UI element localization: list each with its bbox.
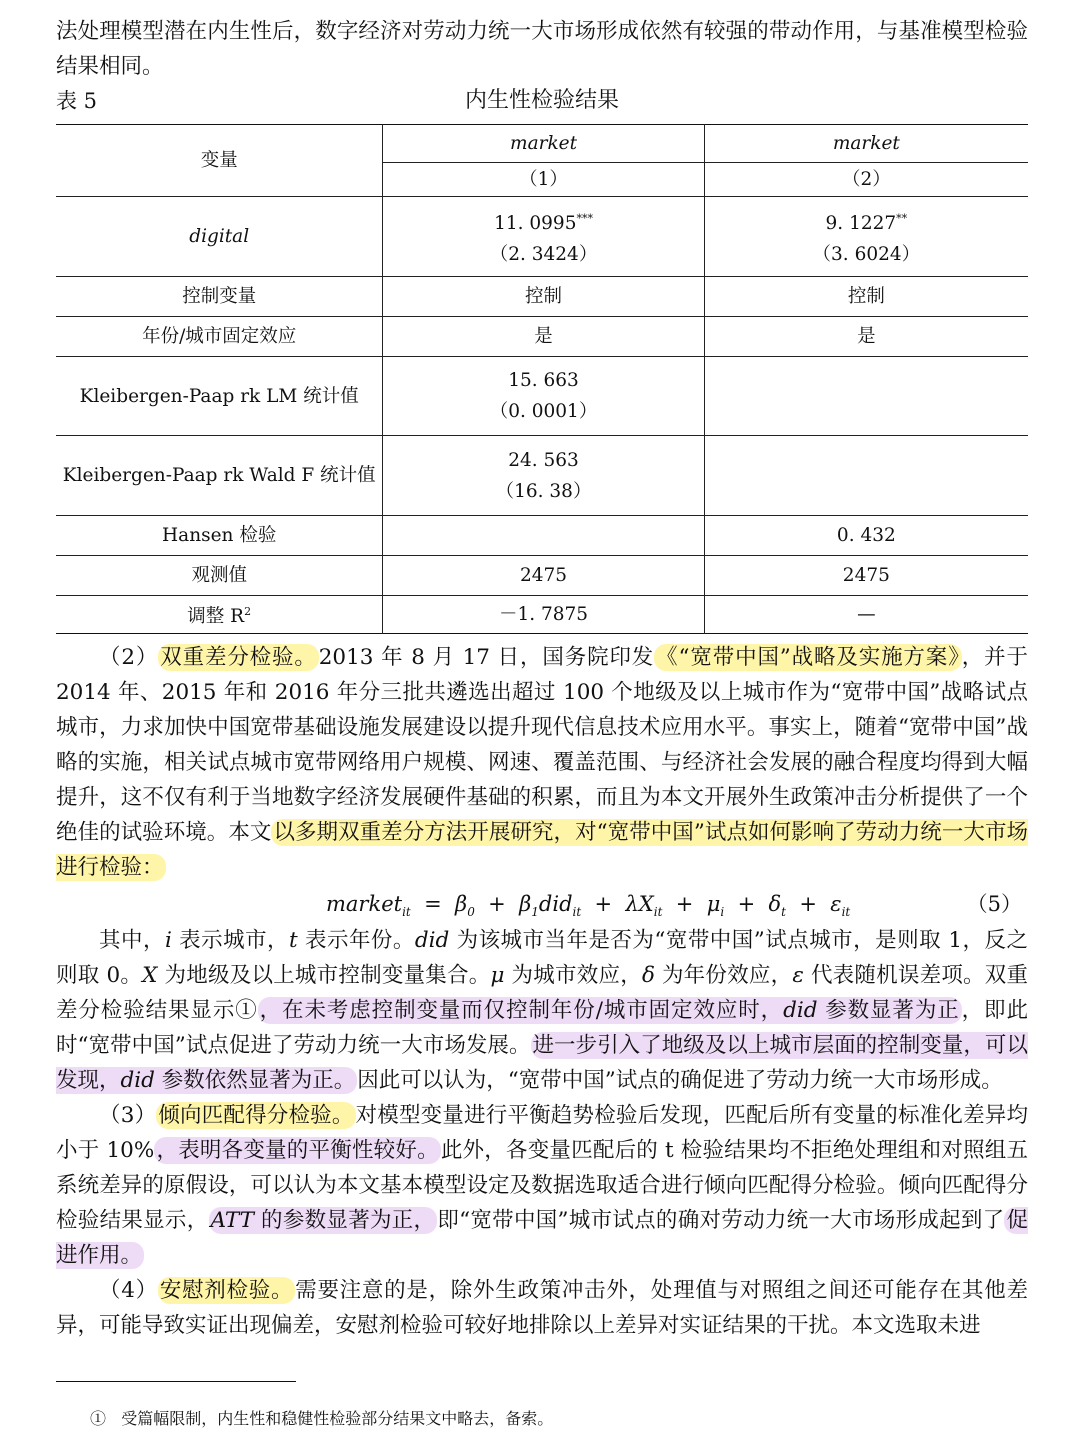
cell-value: 2475 xyxy=(704,556,1028,596)
row-label: Kleibergen-Paap rk Wald F 统计值 xyxy=(56,436,383,516)
text-segment: 表示年份。 xyxy=(297,928,415,953)
cell-value: 控制 xyxy=(383,277,704,317)
cell-value xyxy=(383,436,704,516)
cell-value: 2475 xyxy=(383,556,704,596)
row-label: Hansen 检验 xyxy=(56,516,383,556)
cell-value xyxy=(383,357,704,436)
att-highlight xyxy=(209,1207,438,1234)
table-row xyxy=(56,317,1028,357)
equation-5 xyxy=(56,885,1028,923)
coef-value: 9. 1227 xyxy=(825,213,897,235)
table-row xyxy=(56,516,1028,556)
section2-num: （2） xyxy=(99,645,159,670)
table-row xyxy=(56,556,1028,596)
text-segment: 为该城市当年是否为“宽带中国”试点城市，是则取 1，反之则取 0。 xyxy=(56,928,1028,988)
stat-value: 15. 663 xyxy=(508,370,579,391)
cell-value: 是 xyxy=(704,317,1028,357)
text-segment: 代表随机误差项。双重差分检验结果显示 xyxy=(56,963,1029,1023)
math-var: ε xyxy=(792,963,804,988)
math-var: δ xyxy=(641,963,655,988)
endogeneity-results-table xyxy=(56,124,1028,634)
variables-paragraph xyxy=(56,923,1028,1098)
method-highlight: 以多期双重差分方法开展研究，对“宽带中国”试点如何影响了劳动力统一大市场进行检验： xyxy=(56,820,1028,880)
r-squared-label: 调整 R xyxy=(187,606,245,628)
section3-num: （3） xyxy=(99,1103,157,1128)
table-header-row xyxy=(56,125,1028,163)
math-var: X xyxy=(142,963,158,988)
text-segment: 需要注意的是，除外生政策冲击外，处理值与对照组之间还可能存在其他差异，可能导致实证出现偏差，安慰剂检验可较好地排除以上差异对实证结果的干扰。本文选取未进 xyxy=(56,1278,1028,1338)
header-variable: 变量 xyxy=(56,125,383,197)
footnote-divider xyxy=(56,1381,296,1382)
equation-number: （5） xyxy=(966,892,1022,916)
text-segment: 因此可以认为，“宽带中国”试点的确促进了劳动力统一大市场形成。 xyxy=(357,1068,1003,1093)
math-var: t xyxy=(289,928,298,953)
text-segment: ，在未考虑控制变量而仅控制年份/城市固定效应时， xyxy=(259,998,784,1023)
row-label: 年份/城市固定效应 xyxy=(56,317,383,357)
footnote-marker[interactable]: ① xyxy=(235,998,258,1023)
intro-paragraph: 法处理模型潜在内生性后，数字经济对劳动力统一大市场形成依然有较强的带动作用，与基准模型检验结果相同。 xyxy=(56,19,1028,79)
significance-stars: *** xyxy=(576,211,593,225)
text-segment: 为地级及以上城市控制变量集合。 xyxy=(157,963,491,988)
row-label xyxy=(56,596,383,634)
text-segment: 参数显著为正 xyxy=(817,998,960,1023)
row-label: 控制变量 xyxy=(56,277,383,317)
text-segment: 的参数显著为正， xyxy=(253,1208,436,1233)
equation-body: market$_{it}$ = $\beta_0 + \beta_1did_{it} + \lambda X_{it} + \mu_i + \delta_t + \varepsilon_{it}$ xyxy=(326,892,851,920)
p-value: （0. 0001） xyxy=(489,401,598,422)
std-error: （3. 6024） xyxy=(812,244,921,266)
critical-value: （16. 38） xyxy=(495,480,592,502)
row-label: 观测值 xyxy=(56,556,383,596)
header-col1-name: market xyxy=(383,125,704,163)
cell-value xyxy=(704,436,1028,516)
paper-page xyxy=(56,14,1028,1432)
cell-value: 是 xyxy=(383,317,704,357)
section2-paragraph xyxy=(56,640,1028,885)
header-col2-name: market xyxy=(704,125,1028,163)
section2-text: 2013 年 8 月 17 日，国务院印发 xyxy=(318,645,655,670)
std-error: （2. 3424） xyxy=(489,244,598,266)
math-var: did xyxy=(120,1068,155,1093)
cell-value: －1. 7875 xyxy=(383,596,704,634)
table-label: 表 5 xyxy=(56,89,98,113)
balance-highlight: ，表明各变量的平衡性较好。 xyxy=(156,1138,439,1163)
row-label: digital xyxy=(56,197,383,277)
coef-value: 11. 0995 xyxy=(494,213,577,235)
table-row xyxy=(56,436,1028,516)
math-var: did xyxy=(414,928,450,953)
text-segment: 进一步引入了地级及以上城市层面的控制变量，可以发现， xyxy=(56,1033,1028,1093)
section4-heading: 安慰剂检验。 xyxy=(159,1278,294,1303)
text-segment: 为城市效应， xyxy=(504,963,642,988)
header-col1-num: （1） xyxy=(383,163,704,197)
section2-text: ，并于 2014 年、2015 年和 2016 年分三批共遴选出超过 100 个地级及以上城市作为“宽带中国”战略试点城市，力求加快中国宽带基础设施发展建设以提升现代信息技术应用水平。事实上，随着“宽带中国”战略的实施，相关试点城市宽带网络用户规模、网速、覆盖范围、与经济社会发展的融合程度均得到大幅提升，这不仅有利于当地数字经济发展硬件基础的积累，而且为本文开展外生政策冲击分析提供了一个绝佳的试验环境。本文 xyxy=(56,645,1028,845)
footnote-marker: ① xyxy=(90,1409,107,1428)
section4-num: （4） xyxy=(99,1278,158,1303)
cell-value: 控制 xyxy=(704,277,1028,317)
cell-value: 0. 432 xyxy=(704,516,1028,556)
r-squared-exponent: 2 xyxy=(244,605,252,619)
section3-paragraph xyxy=(56,1098,1028,1273)
section4-paragraph xyxy=(56,1273,1028,1343)
math-var: μ xyxy=(490,963,505,988)
significance-stars: ** xyxy=(896,211,908,225)
table-caption xyxy=(56,84,1028,118)
text-segment: ，即此时“宽带中国”试点促进了劳动力统一大市场发展。 xyxy=(56,998,1028,1058)
effect-highlight: 促进作用。 xyxy=(56,1208,1028,1268)
cell-value xyxy=(704,197,1028,277)
cell-value xyxy=(383,197,704,277)
table-row xyxy=(56,197,1028,277)
section3-heading: 倾向匹配得分检验。 xyxy=(158,1103,354,1128)
stat-value: 24. 563 xyxy=(508,449,579,471)
text-segment: 为年份效应， xyxy=(654,963,793,988)
text-segment: 表示城市， xyxy=(171,928,290,953)
table-title: 内生性检验结果 xyxy=(464,88,619,113)
cell-value: — xyxy=(704,596,1028,634)
table-row xyxy=(56,596,1028,634)
footnote xyxy=(90,1406,1028,1432)
math-var: ATT xyxy=(210,1208,254,1233)
row-label: Kleibergen-Paap rk LM 统计值 xyxy=(56,357,383,436)
text-segment: 对模型变量进行平衡趋势检验后发现，匹配后所有变量的标准化差异均小于 10% xyxy=(56,1103,1028,1163)
cell-value xyxy=(383,516,704,556)
text-segment: 参数依然显著为正。 xyxy=(154,1068,356,1093)
header-col2-num: （2） xyxy=(704,163,1028,197)
policy-document-title: 《“宽带中国”战略及实施方案》 xyxy=(656,645,960,670)
text-segment: 此外，各变量匹配后的 t 检验结果均不拒绝处理组和对照组五系统差异的原假设，可以认为本文基本模型设定及数据选取适合进行倾向匹配得分检验。倾向匹配得分检验结果显示， xyxy=(56,1138,1028,1233)
table-row xyxy=(56,277,1028,317)
text-segment: 其中， xyxy=(99,928,165,953)
table-row xyxy=(56,357,1028,436)
math-var: did xyxy=(783,998,818,1023)
section2-heading: 双重差分检验。 xyxy=(160,645,317,670)
math-var: i xyxy=(164,928,172,953)
cell-value xyxy=(704,357,1028,436)
footnote-text: 受篇幅限制，内生性和稳健性检验部分结果文中略去，备索。 xyxy=(121,1409,554,1428)
text-segment: 即“宽带中国”城市试点的确对劳动力统一大市场形成起到了 xyxy=(437,1208,1005,1233)
result-highlight xyxy=(258,997,962,1024)
